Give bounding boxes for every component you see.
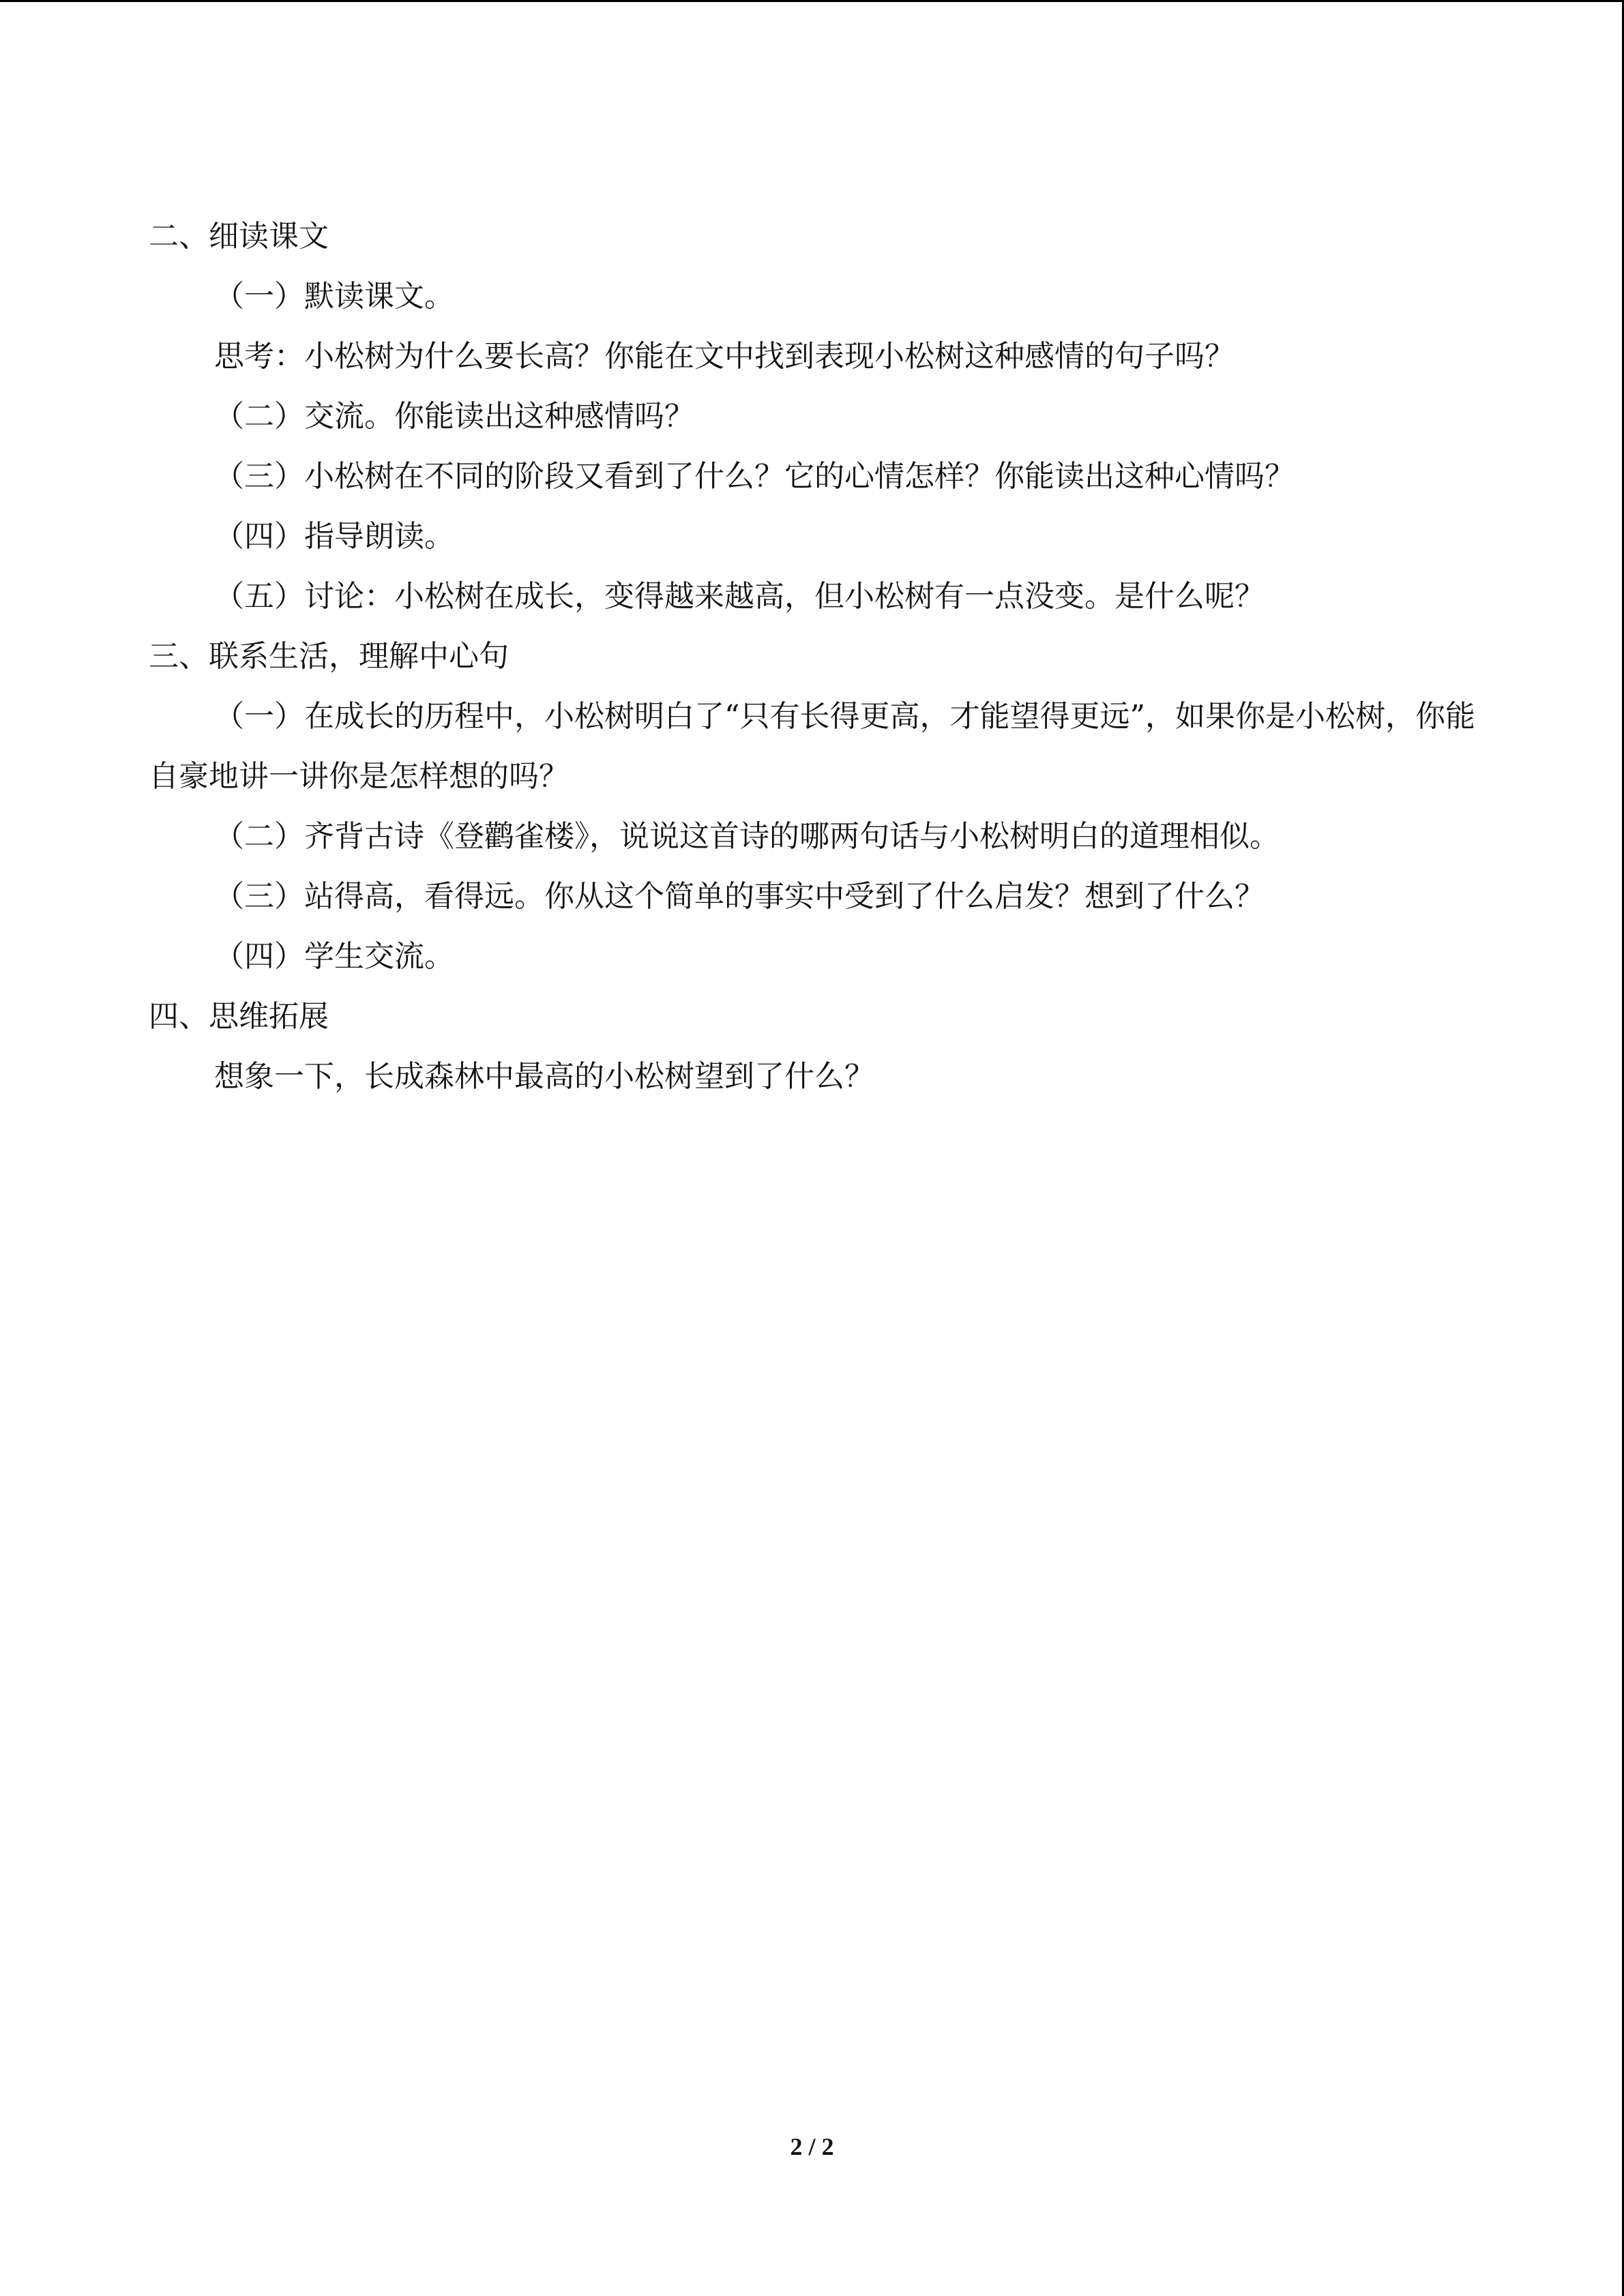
paragraph-line: （四）指导朗读。	[214, 519, 454, 554]
paragraph-line: （五）讨论：小松树在成长，变得越来越高，但小松树有一点没变。是什么呢？	[214, 579, 1265, 614]
paragraph-line: （三）小松树在不同的阶段又看到了什么？它的心情怎样？你能读出这种心情吗？	[214, 459, 1295, 494]
paragraph-line: （三）站得高，看得远。你从这个简单的事实中受到了什么启发？想到了什么？	[214, 879, 1265, 914]
section-heading: 四、思维拓展	[149, 999, 329, 1034]
paragraph-line: （四）学生交流。	[214, 939, 454, 974]
paragraph-line: 想象一下，长成森林中最高的小松树望到了什么？	[214, 1059, 874, 1094]
document-body	[149, 207, 1479, 1107]
paragraph-wrapped: （一）在成长的历程中，小松树明白了“只有长得更高，才能望得更远”，如果你是小松树，你能自豪地讲一讲你是怎样想的吗？	[149, 699, 1475, 794]
paragraph-line: （二）齐背古诗《登鹳雀楼》，说说这首诗的哪两句话与小松树明白的道理相似。	[214, 819, 1280, 854]
paragraph-line: 思考：小松树为什么要长高？你能在文中找到表现小松树这种感情的句子吗？	[214, 339, 1235, 374]
section-heading: 三、联系生活，理解中心句	[149, 639, 509, 674]
paragraph-line: （一）默读课文。	[214, 279, 454, 314]
page-number: 2 / 2	[790, 2133, 834, 2160]
paragraph-line: （二）交流。你能读出这种感情吗？	[214, 399, 694, 434]
section-heading: 二、细读课文	[149, 219, 329, 254]
